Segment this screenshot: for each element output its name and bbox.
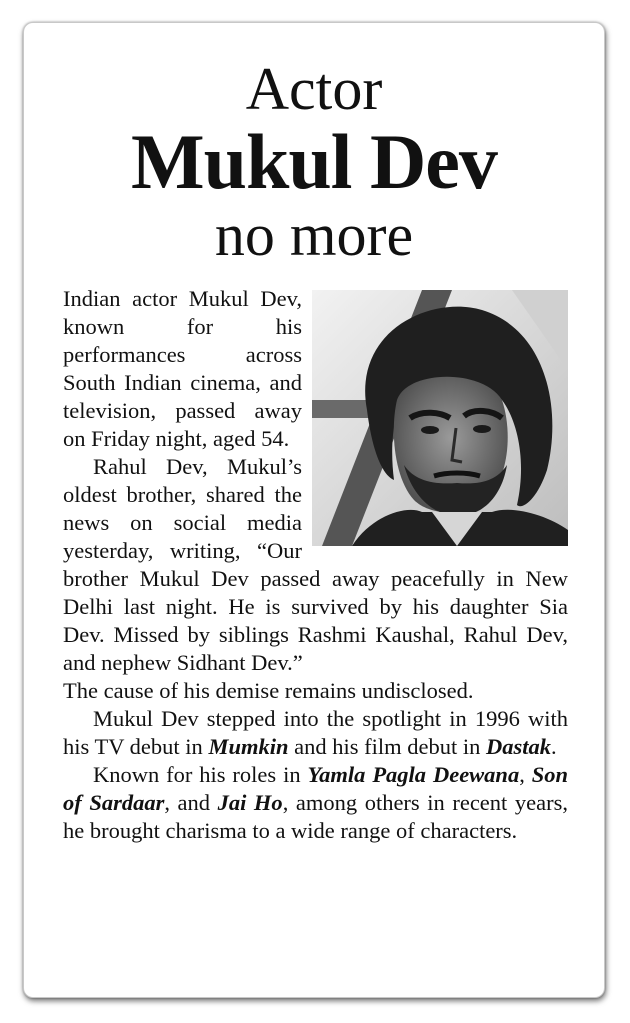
film-title-yamla-pagla-deewana: Yamla Pagla Deewana xyxy=(307,762,520,787)
paragraph-5-text-a: Known for his roles in xyxy=(93,762,308,787)
headline-line-1: Actor xyxy=(245,56,383,122)
headline-line-3: no more xyxy=(214,202,414,268)
film-title-jai-ho: Jai Ho xyxy=(217,790,283,815)
paragraph-4-text-e: . xyxy=(550,734,557,759)
paragraph-4 xyxy=(63,705,568,761)
photo-wrap-spacer xyxy=(302,285,568,565)
paragraph-2: Rahul Dev, Mukul’s oldest brother, shared the news on social media yesterday, writing, “Our brother Mukul Dev passed away peacefully in New Delhi last night. He is survived by his daughter Sia Dev. Missed by siblings Rashmi Kaushal, Rahul Dev, and nephew Sidhant Dev.” xyxy=(63,454,568,675)
paragraph-5-text-c: , xyxy=(519,762,532,787)
paragraph-5 xyxy=(63,761,568,845)
article-card xyxy=(23,22,605,998)
paragraph-5-text-e: , and xyxy=(164,790,218,815)
article-body xyxy=(63,285,568,845)
show-title-mumkin: Mumkin xyxy=(208,734,289,759)
paragraph-3: The cause of his demise remains undisclosed. xyxy=(63,678,474,703)
paragraph-4-text-c: and his film debut in xyxy=(288,734,486,759)
paragraph-4-text-a: Mukul Dev stepped into the spotlight in 1996 with his TV debut in xyxy=(63,706,568,759)
film-title-dastak: Dastak xyxy=(485,734,551,759)
headline-line-2: Mukul Dev xyxy=(131,118,497,205)
paragraph-1: Indian actor Mukul Dev, known for his performances across South Indian cinema, and television, passed away on Friday night, aged 54. xyxy=(63,286,302,451)
paragraph-5-text-g: , among others in recent years, he brought charisma to a wide range of characters. xyxy=(63,790,568,843)
film-title-son-of-sardaar: Son of Sardaar xyxy=(63,762,569,815)
